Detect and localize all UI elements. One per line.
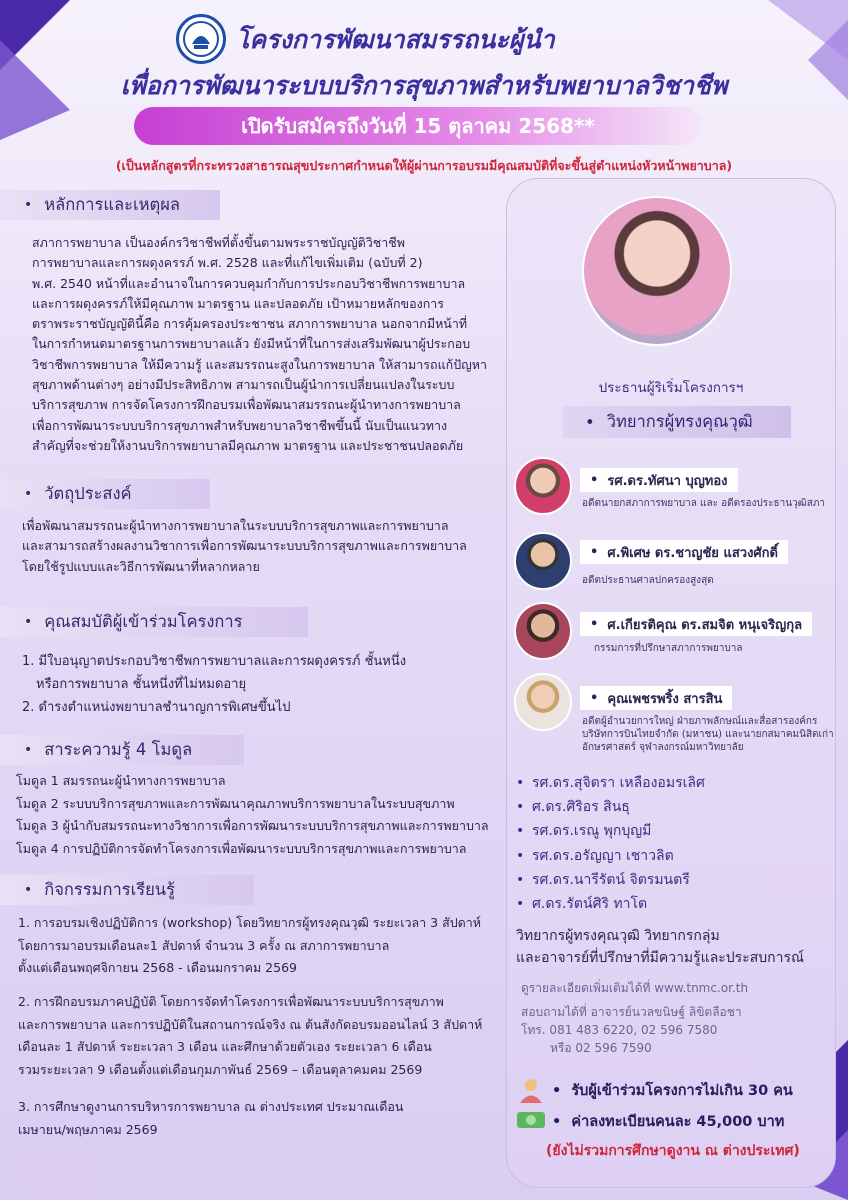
logo-seal-icon <box>176 14 226 64</box>
website-link[interactable]: ดูรายละเอียดเพิ่มเติมได้ที่ www.tnmc.or.th <box>521 981 749 995</box>
speaker-role: อดีตผู้อำนวยการใหญ่ ฝ่ายภาพลักษณ์และสื่อสารองค์กร บริษัทการบินไทยจำกัด (มหาชน) และนายกสมาคมนิสิตเก่า อักษรศาสตร์ จุฬาลงกรณ์มหาวิทยาลัย <box>582 716 834 753</box>
section-qualification-heading: • คุณสมบัติผู้เข้าร่วมโครงการ <box>0 607 308 637</box>
page-title-line2: เพื่อการพัฒนาระบบบริการสุขภาพสำหรับพยาบาลวิชาชีพ <box>120 71 728 100</box>
section-title: กิจกรรมการเรียนรู้ <box>44 880 175 899</box>
course-note: (เป็นหลักสูตรที่กระทรวงสาธารณสุขประกาศกำหนดให้ผู้ผ่านการอบรมมีคุณสมบัติที่จะขึ้นสู่ตำแหน่งหัวหน้าพยาบาล) <box>115 158 733 173</box>
more-speakers-list <box>516 771 705 916</box>
contact-person: สอบถามได้ที่ อาจารย์นวลขนิษฐ์ ลิขิตลือชา <box>521 1005 742 1019</box>
fee-note: (ยังไม่รวมการศึกษาดูงาน ณ ต่างประเทศ) <box>546 1143 800 1159</box>
objective-text: เพื่อพัฒนาสมรรถนะผู้นำทางการพยาบาลในระบบบริการสุขภาพและการพยาบาล และสามารถสร้างผลงานวิชาการเพื่อการพัฒนาระบบบริการสุขภาพและการพยาบาล โดยใช้รูปแบบและวิธีการพัฒนาที่หลากหลาย <box>22 518 467 574</box>
other-speakers-text: วิทยากรผู้ทรงคุณวุฒิ วิทยากรกลุ่ม และอาจารย์ที่ปรึกษาที่มีความรู้และประสบการณ์ <box>516 928 804 966</box>
activities-item-2: 2. การฝึกอบรมภาคปฏิบัติ โดยการจัดทำโครงการเพื่อพัฒนาระบบบริการสุขภาพ และการพยาบาล และการปฏิบัติในสถานการณ์จริง ณ ต้นสังกัดอบรมออนไลน์ 3 สัปดาห์ เดือนละ 1 สัปดาห์ ระยะเวลา 3 เดือน และศึกษาด้วยตัวเอง ระยะเวลา 6 เดือน รวมระยะเวลา 9 เดือนตั้งแต่เดือนกุมภาพันธ์ 2569 – เดือนตุลาคมคม 2569 <box>18 994 483 1077</box>
qualification-text: 1. มีใบอนุญาตประกอบวิชาชีพการพยาบาลและการผดุงครรภ์ ชั้นหนึ่ง หรือการพยาบาล ชั้นหนึ่งที่ไม่หมดอายุ 2. ดำรงตำแหน่งพยาบาลชำนาญการพิเศษขึ้นไป <box>22 654 407 715</box>
modules-text: โมดูล 1 สมรรถนะผู้นำทางการพยาบาล โมดูล 2 ระบบบริการสุขภาพและการพัฒนาคุณภาพบริการพยาบาลในระบบสุขภาพ โมดูล 3 ผู้นำกับสมรรถนะทางวิชาการเพื่อการพัฒนาระบบบริการสุขภาพและการพยาบาล โมดูล 4 การปฏิบัติการจัดทำโครงการเพื่อพัฒนาระบบบริการสุขภาพและการพยาบาล <box>16 773 489 856</box>
speaker-name: • คุณเพชรพริ้ง สารสิน <box>580 686 732 710</box>
list-item: • ศ.ดร.รัตน์ศิริ ทาโต <box>516 896 648 913</box>
speakers-heading: • วิทยากรผู้ทรงคุณวุฒิ <box>563 406 791 438</box>
contact-phone-alt: หรือ 02 596 7590 <box>550 1041 652 1055</box>
speaker-photo <box>514 673 572 731</box>
list-item: • รศ.ดร.สุจิตรา เหลืองอมรเลิศ <box>516 775 705 791</box>
speaker-photo <box>514 602 572 660</box>
chair-caption: ประธานผู้ริเริ่มโครงการฯ <box>598 380 744 396</box>
speaker-role: กรรมการที่ปรึกษาสภาการพยาบาล <box>594 643 743 654</box>
speaker-role: อดีตนายกสภาการพยาบาล และ อดีตรองประธานวุฒิสภา <box>582 498 826 509</box>
money-icon <box>516 1108 546 1132</box>
person-icon <box>518 1076 544 1104</box>
activities-item-1: 1. การอบรมเชิงปฏิบัติการ (workshop) โดยวิทยากรผู้ทรงคุณวุฒิ ระยะเวลา 3 สัปดาห์ โดยการมาอบรมเดือนละ1 สัปดาห์ จำนวน 3 ครั้ง ณ สภาการพยาบาล ตั้งแต่เดือนพฤศจิกายน 2568 - เดือนมกราคม 2569 <box>18 915 482 975</box>
section-objective-heading: • วัตถุประสงค์ <box>0 479 210 509</box>
speaker-name: • ศ.เกียรติคุณ ดร.สมจิต หนุเจริญกุล <box>580 612 812 636</box>
section-title: สาระความรู้ 4 โมดูล <box>44 740 193 759</box>
deadline-banner: เปิดรับสมัครถึงวันที่ 15 ตุลาคม 2568** <box>134 107 702 145</box>
section-modules-heading: • สาระความรู้ 4 โมดูล <box>0 735 244 765</box>
section-activities-heading: • กิจกรรมการเรียนรู้ <box>0 875 254 905</box>
speaker-photo <box>514 457 572 515</box>
rationale-text: สภาการพยาบาล เป็นองค์กรวิชาชีพที่ตั้งขึ้นตามพระราชบัญญัติวิชาชีพ การพยาบาลและการผดุงครรภ์ พ.ศ. 2528 และที่แก้ไขเพิ่มเติม (ฉบับที่ 2) พ.ศ. 2540 หน้าที่และอำนาจในการควบคุมกำกับการประกอบวิชาชีพการพยาบาล และการผดุงครรภ์ให้มีคุณภาพ มาตรฐาน และปลอดภัย เป้าหมายหลักของการ ตราพระราชบัญญัตินี้คือ การคุ้มครองประชาชน สภาการพยาบาล นอกจากมีหน้าที่ ในการกำหนดมาตรฐานการพยาบาลแล้ว ยังมีหน้าที่ในการส่งเสริมพัฒนาผู้ประกอบ วิชาชีพการพยาบาล ให้มีความรู้ และสมรรถนะสูงในการพยาบาล ให้สามารถแก้ปัญหา สุขภาพด้านต่างๆ อย่างมีประสิทธิภาพ สามารถเป็นผู้นำการเปลี่ยนแปลงในระบบ บริการสุขภาพ การจัดโครงการฝึกอบรมเพื่อพัฒนาสมรรถนะผู้นำทางการพยาบาล เพื่อการพัฒนาระบบบริการสุขภาพสำหรับพยาบาลวิชาชีพขึ้นนี้ นับเป็นแนวทาง สำคัญที่จะช่วยให้งานบริการพยาบาลมีคุณภาพ มาตรฐาน และประชาชนปลอดภัย <box>32 235 488 453</box>
speaker-role: อดีตประธานศาลปกครองสูงสุด <box>582 575 714 586</box>
speaker-photo <box>514 532 572 590</box>
speaker-name: • รศ.ดร.ทัศนา บุญทอง <box>580 468 738 492</box>
list-item: • รศ.ดร.เรณู พุกบุญมี <box>516 823 652 840</box>
list-item: • รศ.ดร.นารีรัตน์ จิตรมนตรี <box>516 871 690 888</box>
contact-phone: โทร. 081 483 6220, 02 596 7580 <box>521 1023 718 1037</box>
participants-limit: • รับผู้เข้าร่วมโครงการไม่เกิน 30 คน <box>552 1083 793 1099</box>
section-title: หลักการและเหตุผล <box>44 195 180 214</box>
activities-item-3: 3. การศึกษาดูงานการบริหารการพยาบาล ณ ต่างประเทศ ประมาณเดือน เมษายน/พฤษภาคม 2569 <box>18 1099 404 1137</box>
chair-portrait <box>582 196 732 346</box>
speaker-name: • ศ.พิเศษ ดร.ชาญชัย แสวงศักดิ์ <box>580 540 788 564</box>
section-rationale-heading: • หลักการและเหตุผล <box>0 190 220 220</box>
section-title: วัตถุประสงค์ <box>44 484 132 503</box>
list-item: • ศ.ดร.ศิริอร สินธุ <box>516 799 630 816</box>
page-title-line1: โครงการพัฒนาสมรรถนะผู้นำ <box>236 25 555 54</box>
registration-fee: • ค่าลงทะเบียนคนละ 45,000 บาท <box>552 1114 785 1130</box>
section-title: คุณสมบัติผู้เข้าร่วมโครงการ <box>44 612 243 631</box>
list-item: • รศ.ดร.อรัญญา เชาวลิต <box>516 847 674 864</box>
